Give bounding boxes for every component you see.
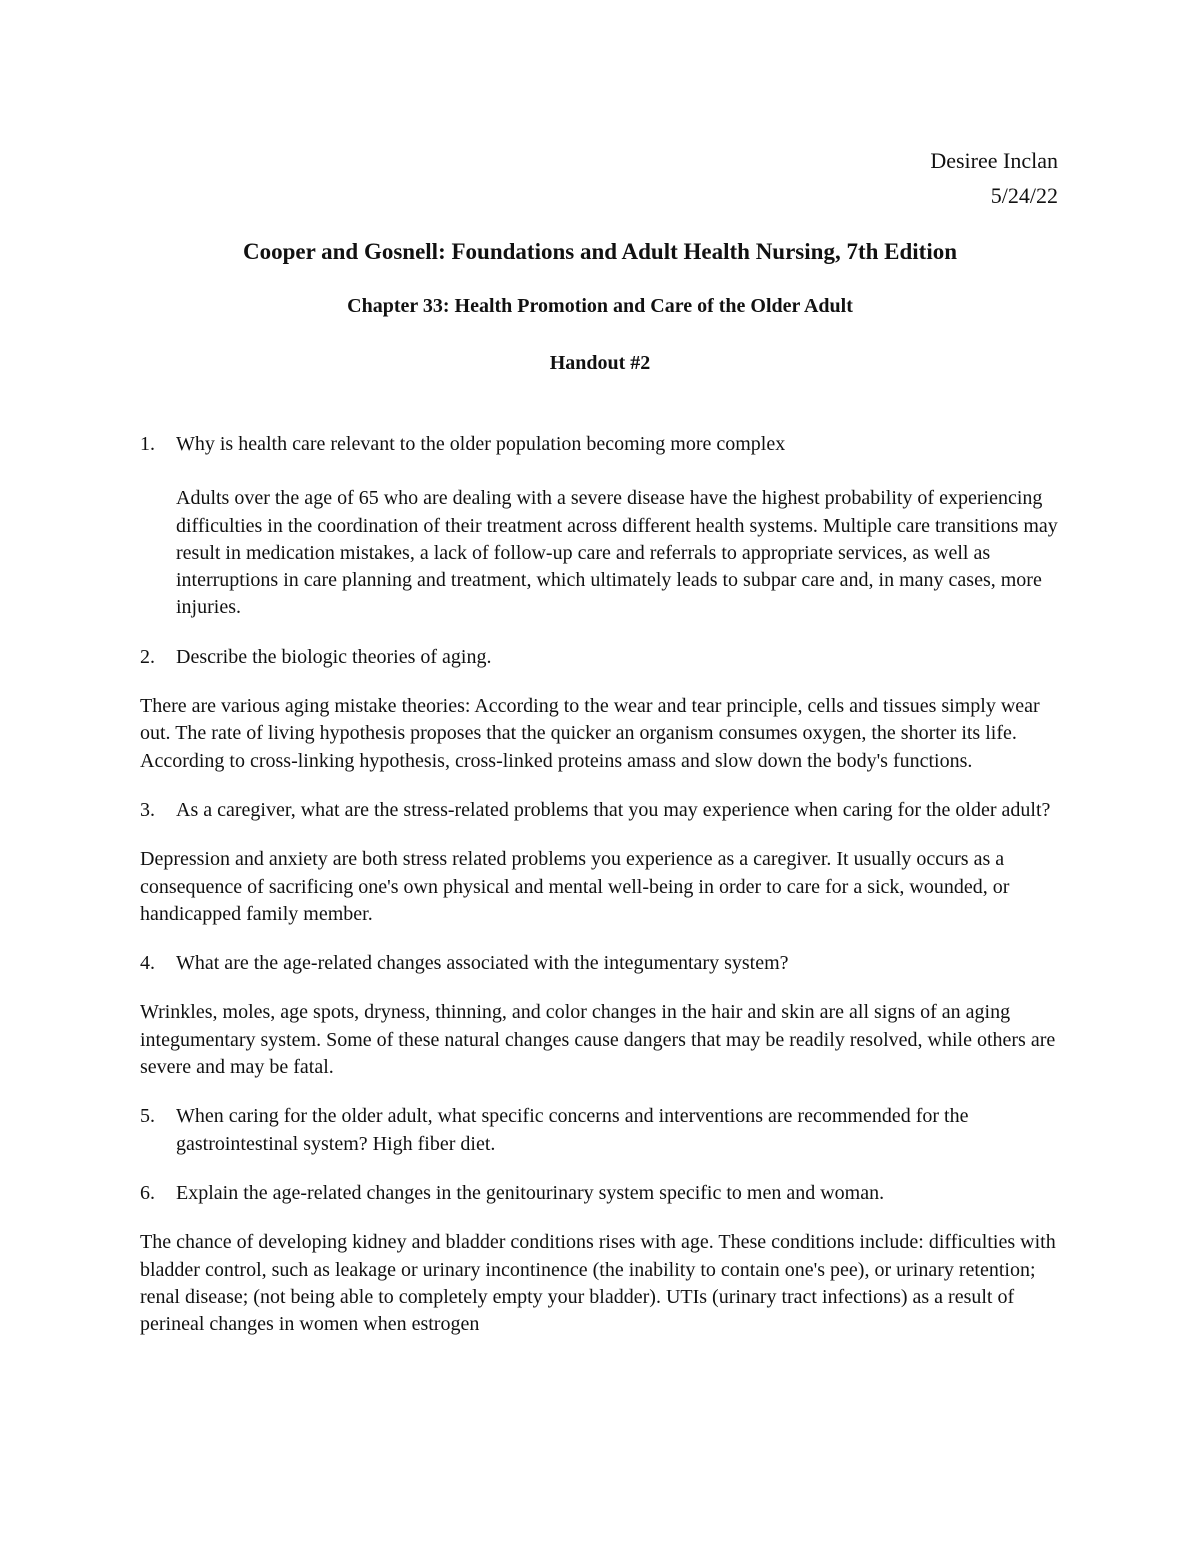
question-text: Describe the biologic theories of aging. [176,645,492,668]
document-body [140,431,1070,1338]
question-number: 4. [140,952,155,975]
question-text: What are the age-related changes associated with the integumentary system? [176,952,789,975]
answer-3: Depression and anxiety are both stress related problems you experience as a caregiver. It usually occurs as a consequence of sacrificing one's own physical and mental well-being in order to care for a sick, wounded, or handicapped family member. [140,848,1010,925]
document-date: 5/24/22 [990,183,1058,208]
question-number: 5. [140,1105,155,1128]
question-5 [140,1103,1070,1158]
question-1 [140,431,1070,458]
question-2 [140,644,1070,671]
question-text: When caring for the older adult, what specific concerns and interventions are recommended for the gastrointestinal system? High fiber diet. [176,1105,969,1155]
question-6 [140,1180,1070,1207]
question-number: 6. [140,1181,155,1204]
question-text: As a caregiver, what are the stress-related problems that you may experience when caring for the older adult? [176,798,1051,821]
answer-2: There are various aging mistake theories: According to the wear and tear principle, cells and tissues simply wear out. The rate of living hypothesis proposes that the quicker an organism consumes oxygen, the shorter its life. According to cross-linking hypothesis, cross-linked proteins amass and slow down the body's functions. [140,695,1040,772]
author-header [930,143,1058,213]
question-number: 2. [140,645,155,668]
answer-6: The chance of developing kidney and bladder conditions rises with age. These conditions include: difficulties with bladder control, such as leakage or urinary incontinence (the inability to contain one's pee), or urinary retention; renal disease; (not being able to completely empty your bladder). UTIs (urinary tract infections) as a result of perineal changes in women when estrogen [140,1231,1056,1336]
question-number: 3. [140,798,155,821]
question-4 [140,950,1070,977]
question-text: Why is health care relevant to the older population becoming more complex [176,433,786,455]
question-3 [140,797,1070,824]
book-title: Cooper and Gosnell: Foundations and Adult Health Nursing, 7th Edition [242,239,958,264]
author-name: Desiree Inclan [930,148,1058,173]
answer-1: Adults over the age of 65 who are dealing with a severe disease have the highest probability of experiencing difficulties in the coordination of their treatment across different health systems. Multiple care transitions may result in medication mistakes, a lack of follow-up care and referrals to appropriate services, as well as interruptions in care planning and treatment, which ultimately leads to subpar care and, in many cases, more injuries. [176,487,1058,619]
chapter-title: Chapter 33: Health Promotion and Care of the Older Adult [347,295,853,317]
question-text: Explain the age-related changes in the genitourinary system specific to men and woman. [176,1181,885,1204]
answer-4: Wrinkles, moles, age spots, dryness, thinning, and color changes in the hair and skin are all signs of an aging integumentary system. Some of these natural changes cause dangers that may be readily resolved, while others are severe and may be fatal. [140,1001,1056,1079]
handout-title: Handout #2 [549,352,651,374]
question-number: 1. [140,433,155,455]
